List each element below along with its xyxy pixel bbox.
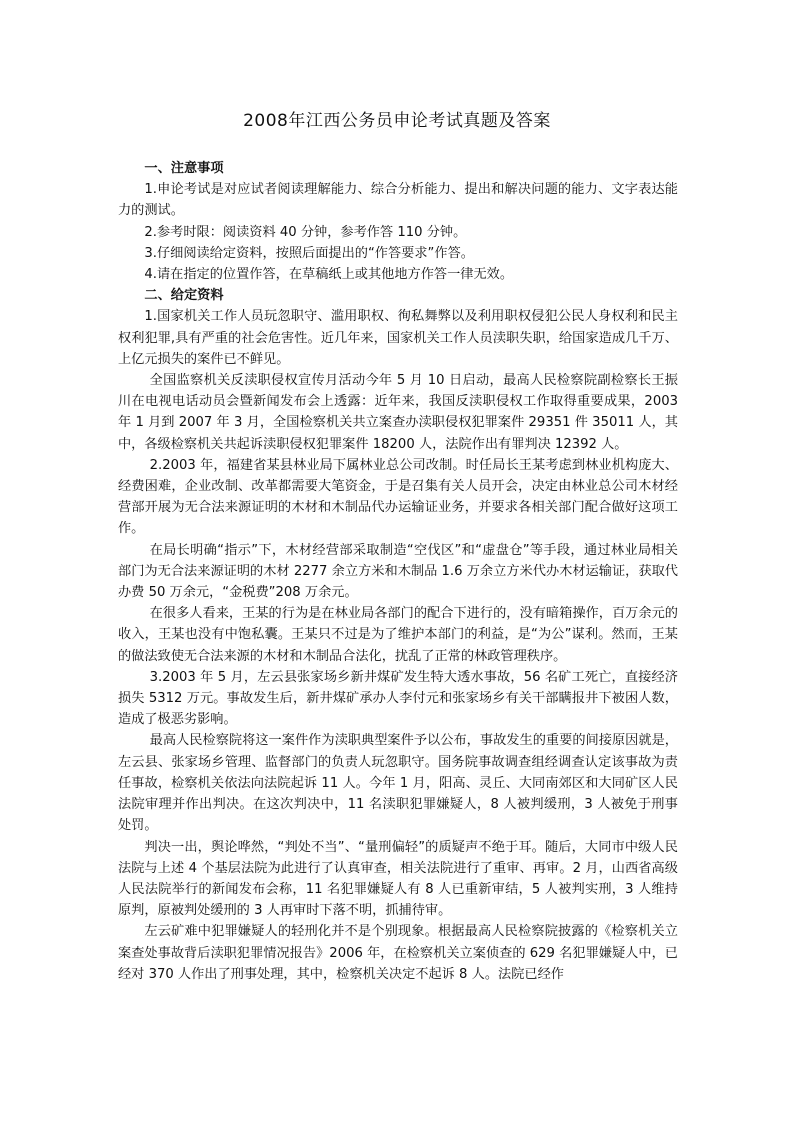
section-heading-materials: 二、给定资料: [144, 288, 224, 304]
material-paragraph: 全国监察机关反渎职侵权宣传月活动今年 5 月 10 日启动，最高人民检察院副检察长王振川在电视电话动员会暨新闻发布会上透露：近年来，我国反渎职侵权工作取得重要成果，2003 年 1 月到 2007 年 3 月，全国检察机关共立案查办渎职侵权犯罪案件 29351 件 35011 人，其中，各级检察机关共起诉渎职侵权犯罪案件 18200 人，法院作出有罪判决 12392 人。: [118, 373, 678, 452]
material-paragraph: 在很多人看来，王某的行为是在林业局各部门的配合下进行的，没有暗箱操作，百万余元的收入，王某也没有中饱私囊。王某只不过是为了维护本部门的利益，是“为公”谋利。然而，王某的做法致使无合法来源的木材和木制品合法化，扰乱了正常的林政管理秩序。: [118, 606, 678, 664]
document-title: 2008年江西公务员申论考试真题及答案: [243, 111, 551, 131]
material-paragraph: 2.2003 年，福建省某县林业局下属林业总公司改制。时任局长王某考虑到林业机构庞大、经费困难，企业改制、改革都需要大笔资金，于是召集有关人员开会，决定由林业总公司木材经营部开展为无合法来源证明的木材和木制品代办运输证业务，并要求各相关部门配合做好这项工作。: [118, 457, 678, 537]
material-paragraph: 在局长明确“指示”下，木材经营部采取制造“空伐区”和“虚盘仓”等手段，通过林业局相关部门为无合法来源证明的木材 2277 余立方米和木制品 1.6 万余立方米代办木材运输证，获取代办费 50 万余元，“金税费”208 万余元。: [118, 542, 678, 601]
material-paragraph: 最高人民检察院将这一案件作为渎职典型案件予以公布，事故发生的重要的间接原因就是，左云县、张家场乡管理、监督部门的负责人玩忽职守。国务院事故调查组经调查认定该事故为责任事故，检察机关依法向法院起诉 11 人。今年 1 月，阳高、灵丘、大同南郊区和大同矿区人民法院审理并作出判决。在这次判决中，11 名渎职犯罪嫌疑人，8 人被判缓刑，3 人被免于刑事处罚。: [118, 733, 678, 834]
note-item: 1.申论考试是对应试者阅读理解能力、综合分析能力、提出和解决问题的能力、文字表达能力的测试。: [118, 182, 678, 219]
material-paragraph: 3.2003 年 5 月，左云县张家场乡新井煤矿发生特大透水事故，56 名矿工死亡，直接经济损失 5312 万元。事故发生后，新井煤矿承办人李付元和张家场乡有关干部瞒报井下被困人数，造成了极恶劣影响。: [118, 669, 678, 728]
material-paragraph: 1.国家机关工作人员玩忽职守、滥用职权、徇私舞弊以及利用职权侵犯公民人身权利和民主权利犯罪,具有严重的社会危害性。近几年来，国家机关工作人员渎职失职，给国家造成几千万、上亿元损失的案件已不鲜见。: [118, 309, 678, 367]
note-item: 2.参考时限：阅读资料 40 分钟，参考作答 110 分钟。: [144, 224, 467, 240]
note-item: 3.仔细阅读给定资料，按照后面提出的“作答要求”作答。: [144, 245, 474, 261]
section-heading-notes: 一、注意事项: [144, 161, 224, 176]
material-paragraph: 左云矿难中犯罪嫌疑人的轻刑化并不是个别现象。根据最高人民检察院披露的《检察机关立案查处事故背后渎职犯罪情况报告》2006 年，在检察机关立案侦查的 629 名犯罪嫌疑人中，已经对 370 人作出了刑事处理，其中，检察机关决定不起诉 8 人。法院已经作: [118, 924, 678, 982]
note-item: 4.请在指定的位置作答，在草稿纸上或其他地方作答一律无效。: [144, 267, 514, 283]
material-paragraph: 判决一出，舆论哗然，“判处不当”、“量刑偏轻”的质疑声不绝于耳。随后，大同市中级人民法院与上述 4 个基层法院为此进行了认真审查，相关法院进行了重审、再审。2 月，山西省高级人民法院举行的新闻发布会称，11 名犯罪嫌疑人有 8 人已重新审结，5 人被判实刑，3 人维持原判，原被判处缓刑的 3 人再审时下落不明，抓捕待审。: [118, 839, 678, 919]
document-body: [118, 158, 678, 985]
